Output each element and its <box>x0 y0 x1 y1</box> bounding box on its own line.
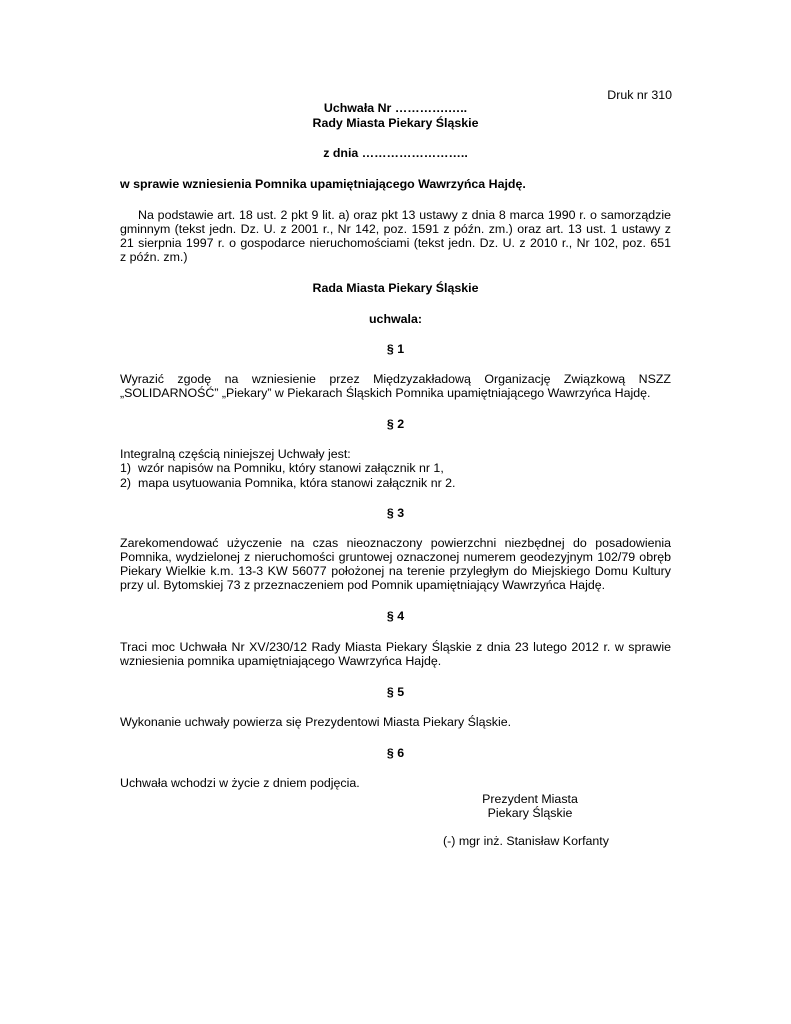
section-2-heading: § 2 <box>386 417 405 431</box>
council-name-heading: Rady Miasta Piekary Śląskie <box>312 116 479 130</box>
section-1-heading: § 1 <box>386 342 405 356</box>
section-3-line-4: przy ul. Bytomskiej 73 z przeznaczeniem pod Pomnik upamiętniający Wawrzyńca Hajdę. <box>120 578 606 592</box>
section-3-line-1: Zarekomendować użyczenie na czas nieoznaczony powierzchni niezbędnej do posadowienia <box>120 536 671 550</box>
signatory-title: Prezydent Miasta <box>482 792 578 806</box>
section-6-heading: § 6 <box>386 746 405 760</box>
preamble-line-1: Na podstawie art. 18 ust. 2 pkt 9 lit. a) oraz pkt 13 ustawy z dnia 8 marca 1990 r. o samorządzie <box>138 208 671 222</box>
resolution-date: z dnia …………………….. <box>323 146 468 160</box>
list-item <box>120 461 671 476</box>
print-number: Druk nr 310 <box>607 88 672 102</box>
council-resolves-heading: Rada Miasta Piekary Śląskie <box>312 281 479 295</box>
list-item <box>120 476 671 491</box>
list-item-text: mapa usytuowania Pomnika, która stanowi załącznik nr 2. <box>138 476 456 490</box>
section-3-heading: § 3 <box>386 506 405 520</box>
section-4-line-2: wzniesienia pomnika upamiętniającego Wawrzyńca Hajdę. <box>120 654 442 668</box>
section-5-text: Wykonanie uchwały powierza się Prezydentowi Miasta Piekary Śląskie. <box>120 715 512 729</box>
signatory-name: (-) mgr inż. Stanisław Korfanty <box>443 834 609 848</box>
section-6-text: Uchwała wchodzi w życie z dniem podjęcia. <box>120 776 360 790</box>
list-item-text: wzór napisów na Pomniku, który stanowi załącznik nr 1, <box>138 461 444 475</box>
section-1-line-1: Wyrazić zgodę na wzniesienie przez Międzyzakładową Organizację Związkową NSZZ <box>120 372 671 386</box>
section-3-line-2: Pomnika, wydzielonej z nieruchomości gruntowej oznaczonej numerem geodezyjnym 102/79 obręb <box>120 550 671 564</box>
preamble-line-3: 21 sierpnia 1997 r. o gospodarce nieruchomościami (tekst jedn. Dz. U. z 2010 r., Nr 102, poz. 651 <box>120 236 671 250</box>
section-5-heading: § 5 <box>386 685 405 699</box>
section-1-line-2: „SOLIDARNOŚĆ” „Piekary” w Piekarach Śląskich Pomnika upamiętniającego Wawrzyńca Hajdę. <box>120 386 651 400</box>
section-4-heading: § 4 <box>386 609 405 623</box>
preamble-line-4: z późn. zm.) <box>120 250 188 264</box>
section-2-intro: Integralną częścią niniejszej Uchwały jest: <box>120 447 351 461</box>
preamble-line-2: gminnym (tekst jedn. Dz. U. z 2001 r., Nr 142, poz. 1591 z późn. zm.) oraz art. 13 ust. 1 ustawy z <box>120 222 671 236</box>
section-4-line-1: Traci moc Uchwała Nr XV/230/12 Rady Miasta Piekary Śląskie z dnia 23 lutego 2012 r. w sprawie <box>120 640 671 654</box>
section-3-line-3: Piekary Wielkie k.m. 13-3 KW 56077 położonej na terenie przyległym do Miejskiego Domu Kultury <box>120 564 671 578</box>
resolves-label: uchwala: <box>368 312 423 326</box>
signatory-city: Piekary Śląskie <box>487 806 573 820</box>
list-item-number: 1) <box>120 461 132 475</box>
list-item-number: 2) <box>120 476 132 490</box>
resolution-number: Uchwała Nr ………….….. <box>323 101 468 115</box>
resolution-subject: w sprawie wzniesienia Pomnika upamiętniającego Wawrzyńca Hajdę. <box>120 177 526 191</box>
section-2-list <box>120 461 671 491</box>
